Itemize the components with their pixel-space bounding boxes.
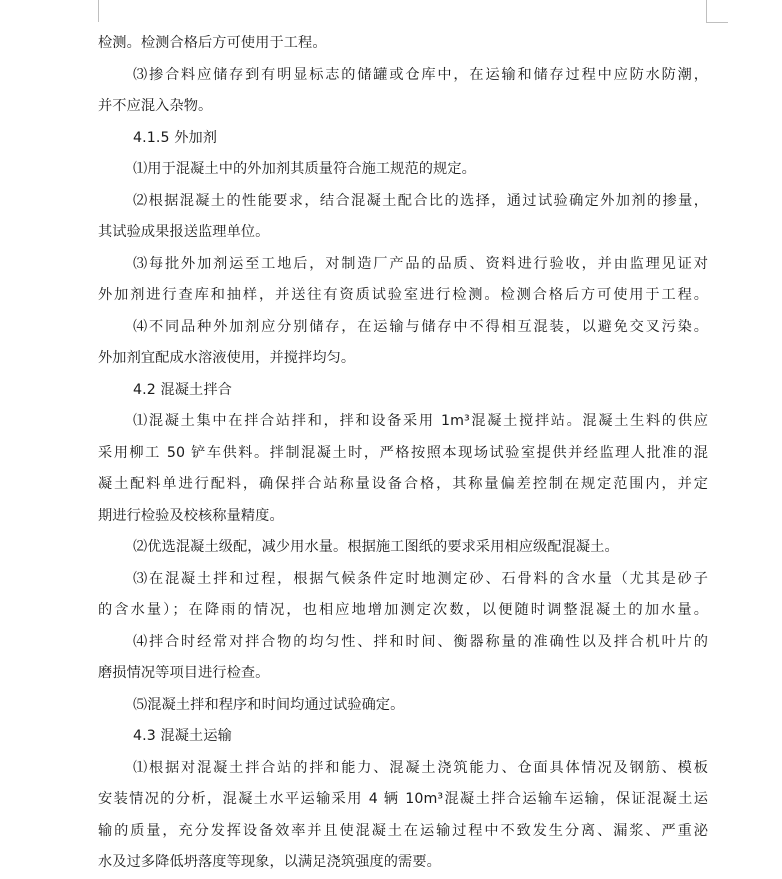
- paragraph-line: 期进行检验及校核称量精度。: [98, 507, 284, 524]
- paragraph-line: ⑶掺合料应储存到有明显标志的储罐或仓库中，在运输和储存过程中应防水防潮，: [133, 66, 708, 83]
- paragraph-line: 安装情况的分析，混凝土水平运输采用 4 辆 10m³混凝土拌合运输车运输，保证混凝土运: [98, 791, 708, 807]
- paragraph-line: 的含水量）；在降雨的情况，也相应地增加测定次数，以便随时调整混凝土的加水量。: [98, 602, 708, 618]
- paragraph-line: 其试验成果报送监理单位。: [98, 224, 270, 240]
- paragraph-line: ⑵根据混凝土的性能要求，结合混凝土配合比的选择，通过试验确定外加剂的掺量，: [133, 192, 708, 209]
- paragraph-line: ⑴根据对混凝土拌合站的拌和能力、混凝土浇筑能力、仓面具体情况及钢筋、模板: [133, 759, 708, 776]
- paragraph-line: ⑴混凝土集中在拌合站拌和，拌和设备采用 1m³混凝土搅拌站。混凝土生料的供应: [133, 413, 708, 429]
- page-corner-mark-left: [98, 0, 99, 22]
- document-body: [98, 28, 708, 879]
- paragraph-line: ⑴用于混凝土中的外加剂其质量符合施工规范的规定。: [133, 161, 476, 177]
- paragraph-line: 检测。检测合格后方可使用于工程。: [98, 35, 327, 51]
- paragraph-line: ⑶在混凝土拌和过程，根据气候条件定时地测定砂、石骨料的含水量（尤其是砂子: [133, 570, 708, 587]
- paragraph-line: ⑷不同品种外加剂应分别储存，在运输与储存中不得相互混装，以避免交叉污染。: [133, 318, 708, 335]
- paragraph-line: 磨损情况等项目进行检查。: [98, 665, 270, 681]
- paragraph-line: 外加剂进行查库和抽样，并送往有资质试验室进行检测。检测合格后方可使用于工程。: [98, 287, 708, 303]
- paragraph-line: 并不应混入杂物。: [98, 98, 213, 114]
- paragraph-line: ⑶每批外加剂运至工地后，对制造厂产品的品质、资料进行验收，并由监理见证对: [133, 255, 708, 272]
- paragraph-line: 水及过多降低坍落度等现象，以满足浇筑强度的需要。: [98, 854, 441, 870]
- paragraph-line: 凝土配料单进行配料，确保拌合站称量设备合格，其称量偏差控制在规定范围内，并定: [98, 476, 708, 492]
- paragraph-line: ⑷拌合时经常对拌合物的均匀性、拌和时间、衡器称量的准确性以及拌合机叶片的: [133, 633, 708, 650]
- section-heading: 4.1.5 外加剂: [133, 129, 218, 146]
- section-heading: 4.2 混凝土拌合: [133, 381, 232, 398]
- paragraph-line: ⑸混凝土拌和程序和时间均通过试验确定。: [133, 696, 405, 713]
- paragraph-line: 采用柳工 50 铲车供料。拌制混凝土时，严格按照本现场试验室提供并经监理人批准的混: [98, 444, 708, 461]
- paragraph-line: 外加剂宜配成水溶液使用，并搅拌均匀。: [98, 350, 356, 366]
- page-corner-mark-right-horizontal: [706, 22, 728, 23]
- section-heading: 4.3 混凝土运输: [133, 728, 232, 744]
- page-corner-mark-right: [706, 0, 707, 22]
- paragraph-line: ⑵优选混凝土级配，减少用水量。根据施工图纸的要求采用相应级配混凝土。: [133, 539, 619, 555]
- paragraph-line: 输的质量，充分发挥设备效率并且使混凝土在运输过程中不致发生分离、漏浆、严重泌: [98, 822, 708, 839]
